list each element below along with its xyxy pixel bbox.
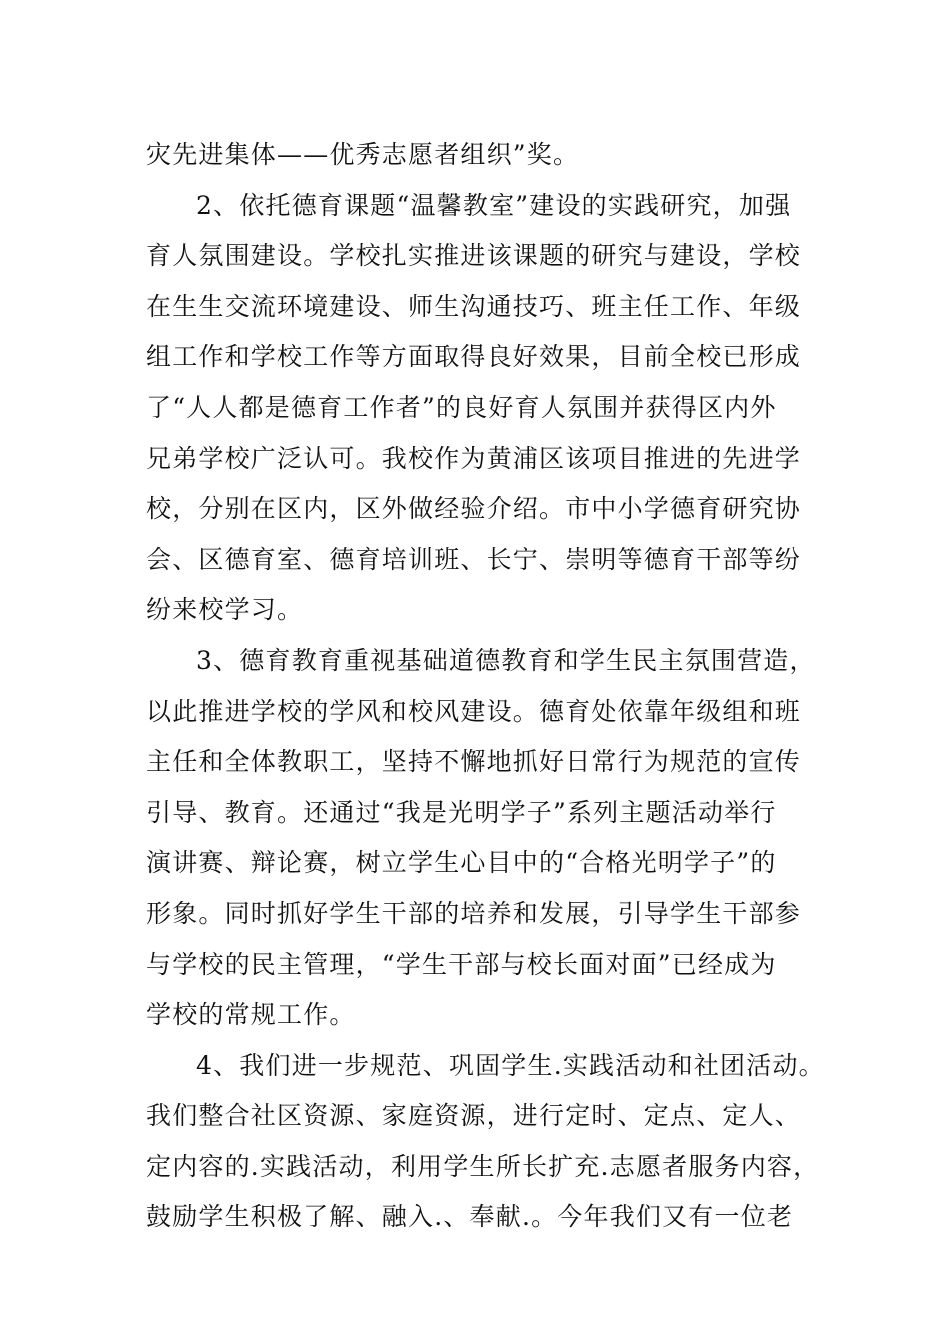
document-body bbox=[146, 130, 826, 1243]
paragraph-2-line-9: 纷来校学习。 bbox=[146, 595, 304, 625]
paragraph-4-line-4: 鼓励学生积极了解、融入.、奉献.。今年我们又有一位老 bbox=[146, 1202, 794, 1232]
paragraph-3-line-7: 与学校的民主管理，“学生干部与校长面对面”已经成为 bbox=[146, 949, 777, 979]
paragraph-4-line-2: 我们整合社区资源、家庭资源，进行定时、定点、定人、 bbox=[146, 1101, 802, 1131]
paragraph-2-line-5: 了“人人都是德育工作者”的良好育人氛围并获得区内外 bbox=[146, 392, 777, 422]
paragraph-3-line-8: 学校的常规工作。 bbox=[146, 1000, 356, 1030]
paragraph-4-line-1: 4、我们进一步规范、巩固学生.实践活动和社团活动。 bbox=[196, 1050, 825, 1080]
paragraph-3-line-3: 主任和全体教职工，坚持不懈地抓好日常行为规范的宣传 bbox=[146, 747, 802, 777]
paragraph-2-line-8: 会、区德育室、德育培训班、长宁、崇明等德育干部等纷 bbox=[146, 544, 802, 574]
paragraph-3-line-1: 3、德育教育重视基础道德教育和学生民主氛围营造， bbox=[196, 645, 816, 675]
paragraph-3-line-6: 形象。同时抓好学生干部的培养和发展，引导学生干部参 bbox=[146, 898, 802, 928]
paragraph-3-line-5: 演讲赛、辩论赛，树立学生心目中的“合格光明学子”的 bbox=[146, 848, 777, 878]
paragraph-2-line-1: 2、依托德育课题“温馨教室”建设的实践研究，加强 bbox=[196, 190, 792, 220]
paragraph-2-line-7: 校，分别在区内，区外做经验介绍。市中小学德育研究协 bbox=[146, 494, 802, 524]
paragraph-2-line-3: 在生生交流环境建设、师生沟通技巧、班主任工作、年级 bbox=[146, 291, 802, 321]
paragraph-3-line-4: 引导、教育。还通过“我是光明学子”系列主题活动举行 bbox=[146, 797, 777, 827]
paragraph-2-line-4: 组工作和学校工作等方面取得良好效果，目前全校已形成 bbox=[146, 342, 802, 372]
paragraph-4-line-3: 定内容的.实践活动，利用学生所长扩充.志愿者服务内容， bbox=[146, 1151, 820, 1181]
paragraph-2-line-6: 兄弟学校广泛认可。我校作为黄浦区该项目推进的先进学 bbox=[146, 443, 802, 473]
text-line-1: 灾先进集体——优秀志愿者组织”奖。 bbox=[146, 140, 580, 169]
paragraph-3-line-2: 以此推进学校的学风和校风建设。德育处依靠年级组和班 bbox=[146, 696, 802, 726]
paragraph-2-line-2: 育人氛围建设。学校扎实推进该课题的研究与建设，学校 bbox=[146, 241, 802, 271]
